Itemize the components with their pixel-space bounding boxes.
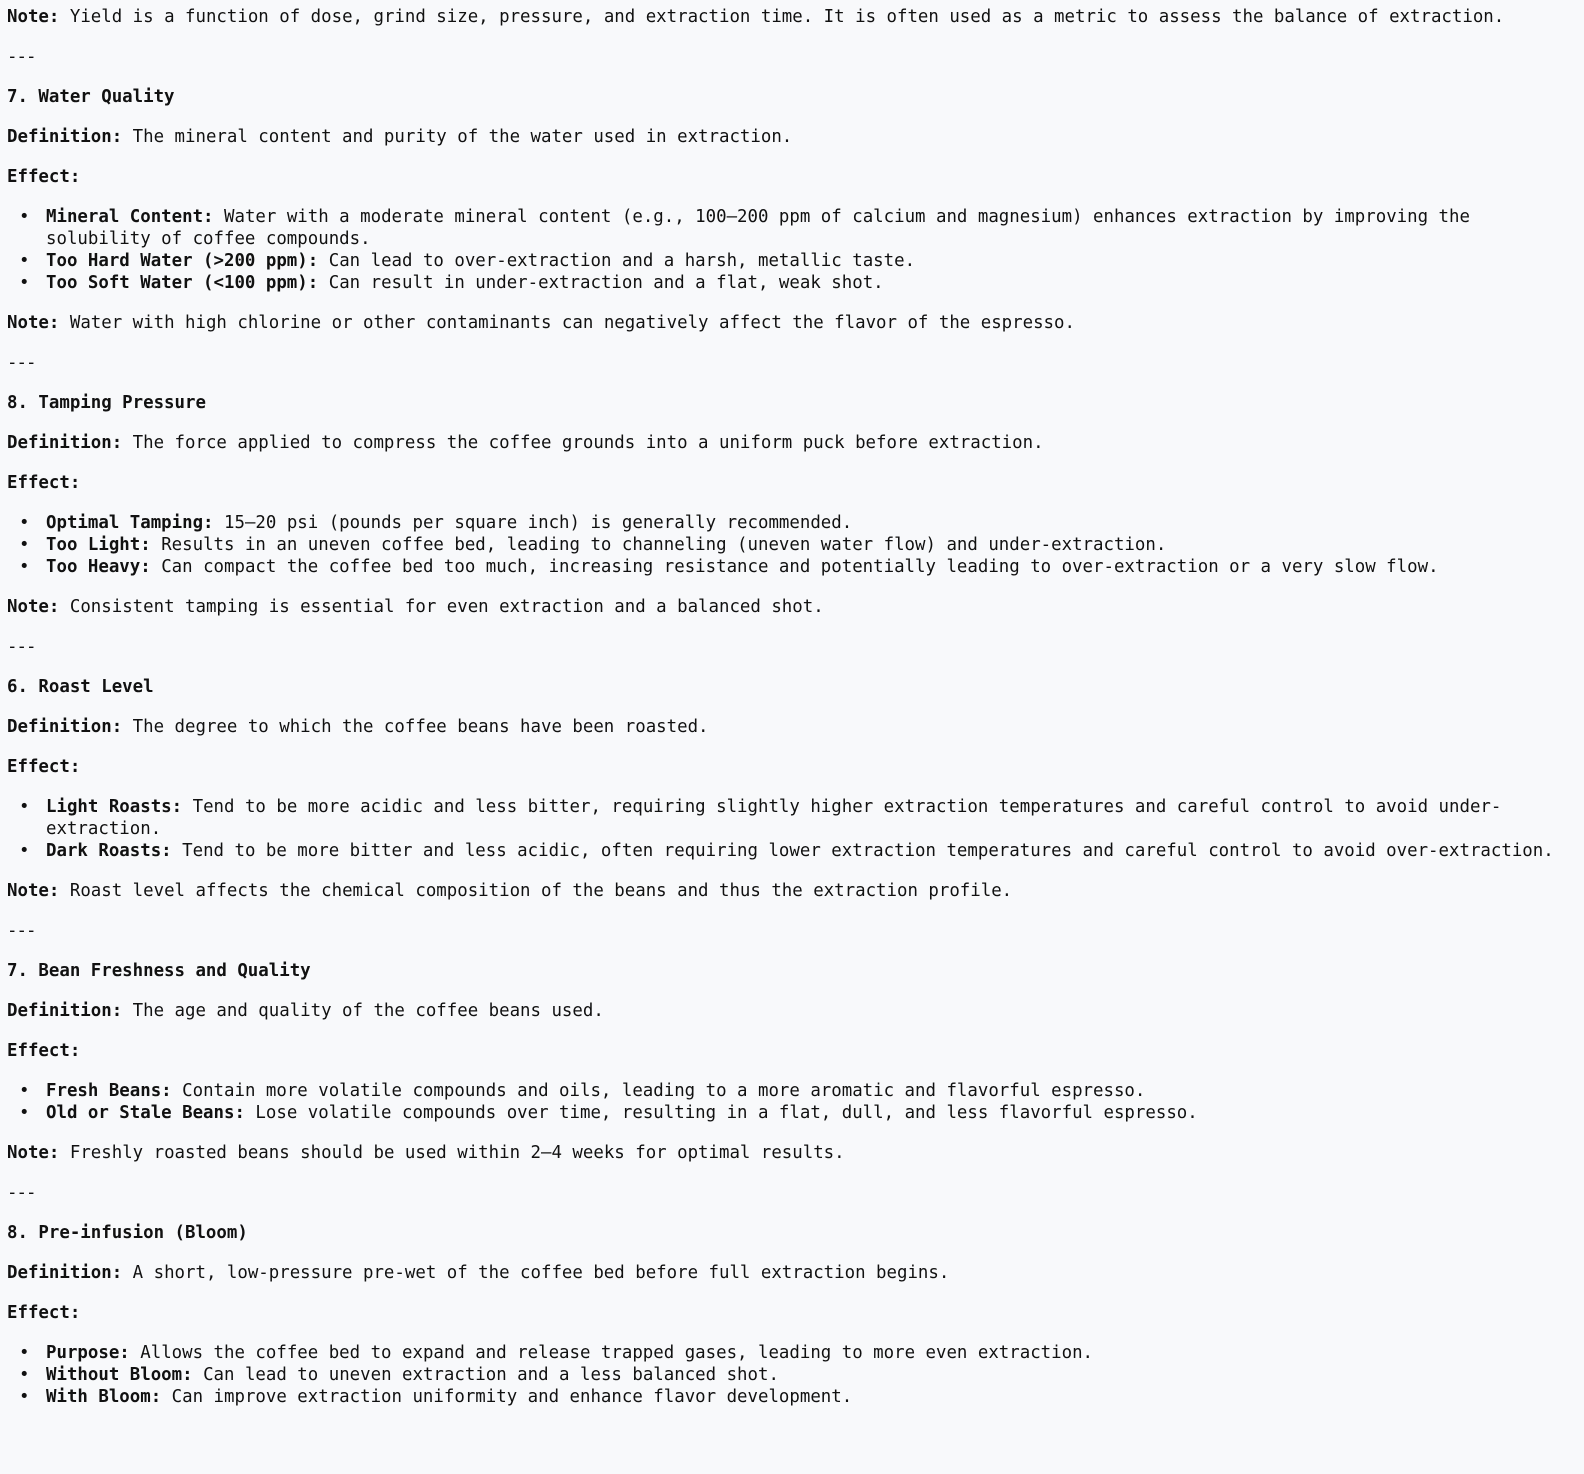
section-note (7, 312, 1576, 334)
effect-label: Effect: (7, 473, 81, 493)
list-item (46, 272, 1576, 294)
bullet-label: Too Light: (46, 535, 151, 555)
note-label: Note: (7, 597, 60, 617)
bullet-label: Without Bloom: (46, 1365, 193, 1385)
definition (7, 126, 1576, 148)
list-item (46, 250, 1576, 272)
bullet-text: Allows the coffee bed to expand and release trapped gases, leading to more even extraction. (140, 1343, 1094, 1363)
effect-list (7, 1342, 1576, 1408)
note-text: Yield is a function of dose, grind size, pressure, and extraction time. It is often used as a metric to assess the balance of extraction. (69, 7, 1505, 27)
effect-list (7, 796, 1576, 862)
bullet-text: Can result in under-extraction and a flat, weak shot. (328, 273, 884, 293)
effect-list (7, 512, 1576, 578)
bullet-label: Too Soft Water (<100 ppm): (46, 273, 319, 293)
definition-label: Definition: (7, 433, 123, 453)
bullet-label: Too Heavy: (46, 557, 151, 577)
effect-label: Effect: (7, 1303, 81, 1323)
definition-label: Definition: (7, 127, 123, 147)
section-heading-water-quality: 7. Water Quality (7, 87, 175, 107)
note-label: Note: (7, 1143, 60, 1163)
note-text: Freshly roasted beans should be used within 2–4 weeks for optimal results. (69, 1143, 845, 1163)
note-text: Roast level affects the chemical composition of the beans and thus the extraction profile. (69, 881, 1013, 901)
bullet-label: Old or Stale Beans: (46, 1103, 245, 1123)
bullet-text: Tend to be more bitter and less acidic, often requiring lower extraction temperatures and careful control to avoid over-extraction. (182, 841, 1554, 861)
bullet-label: With Bloom: (46, 1387, 162, 1407)
document-body (7, 6, 1576, 1426)
list-item (46, 534, 1576, 556)
note-label: Note: (7, 7, 60, 27)
section-heading-bean-freshness: 7. Bean Freshness and Quality (7, 961, 311, 981)
definition-label: Definition: (7, 1001, 123, 1021)
bullet-text: Water with a moderate mineral content (e.g., 100–200 ppm of calcium and magnesium) enhances extraction by improving the solubility of coffee compounds. (46, 207, 1470, 249)
bullet-text: Results in an uneven coffee bed, leading to channeling (uneven water flow) and under-extraction. (161, 535, 1167, 555)
definition-text: A short, low-pressure pre-wet of the coffee bed before full extraction begins. (132, 1263, 950, 1283)
note-text: Consistent tamping is essential for even extraction and a balanced shot. (69, 597, 824, 617)
bullet-text: Can lead to uneven extraction and a less balanced shot. (203, 1365, 779, 1385)
section-heading-tamping-pressure: 8. Tamping Pressure (7, 393, 206, 413)
note-label: Note: (7, 881, 60, 901)
effect-label: Effect: (7, 1041, 81, 1061)
definition-label: Definition: (7, 1263, 123, 1283)
section-separator: --- (7, 353, 36, 373)
bullet-label: Light Roasts: (46, 797, 183, 817)
list-item (46, 1386, 1576, 1408)
section-separator: --- (7, 47, 36, 67)
bullet-label: Too Hard Water (>200 ppm): (46, 251, 319, 271)
bullet-text: 15–20 psi (pounds per square inch) is generally recommended. (224, 513, 853, 533)
bullet-label: Fresh Beans: (46, 1081, 172, 1101)
definition-label: Definition: (7, 717, 123, 737)
effect-list (7, 1080, 1576, 1124)
section-note (7, 880, 1576, 902)
list-item (46, 840, 1576, 862)
effect-label: Effect: (7, 167, 81, 187)
list-item (46, 796, 1576, 840)
definition-text: The mineral content and purity of the water used in extraction. (132, 127, 793, 147)
list-item (46, 1080, 1576, 1102)
bullet-text: Can compact the coffee bed too much, increasing resistance and potentially leading to over-extraction or a very slow flow. (161, 557, 1439, 577)
section-heading-roast-level: 6. Roast Level (7, 677, 154, 697)
section-separator: --- (7, 921, 36, 941)
definition-text: The age and quality of the coffee beans used. (132, 1001, 604, 1021)
definition-text: The force applied to compress the coffee grounds into a uniform puck before extraction. (132, 433, 1044, 453)
intro-note (7, 6, 1576, 28)
list-item (46, 1364, 1576, 1386)
bullet-label: Mineral Content: (46, 207, 214, 227)
bullet-label: Purpose: (46, 1343, 130, 1363)
definition-text: The degree to which the coffee beans have been roasted. (132, 717, 709, 737)
bullet-label: Dark Roasts: (46, 841, 172, 861)
bullet-text: Can lead to over-extraction and a harsh, metallic taste. (328, 251, 916, 271)
list-item (46, 1342, 1576, 1364)
bullet-text: Tend to be more acidic and less bitter, requiring slightly higher extraction temperatures and careful control to avoid under-extraction. (46, 797, 1502, 839)
effect-label: Effect: (7, 757, 81, 777)
definition (7, 716, 1576, 738)
definition (7, 1262, 1576, 1284)
definition (7, 1000, 1576, 1022)
note-text: Water with high chlorine or other contaminants can negatively affect the flavor of the espresso. (69, 313, 1075, 333)
section-note (7, 1142, 1576, 1164)
list-item (46, 206, 1576, 250)
section-note (7, 596, 1576, 618)
bullet-label: Optimal Tamping: (46, 513, 214, 533)
list-item (46, 512, 1576, 534)
section-heading-pre-infusion: 8. Pre-infusion (Bloom) (7, 1223, 248, 1243)
list-item (46, 1102, 1576, 1124)
note-label: Note: (7, 313, 60, 333)
section-separator: --- (7, 637, 36, 657)
list-item (46, 556, 1576, 578)
bullet-text: Can improve extraction uniformity and enhance flavor development. (171, 1387, 853, 1407)
effect-list (7, 206, 1576, 294)
definition (7, 432, 1576, 454)
bullet-text: Contain more volatile compounds and oils, leading to a more aromatic and flavorful espresso. (182, 1081, 1146, 1101)
bullet-text: Lose volatile compounds over time, resulting in a flat, dull, and less flavorful espresso. (255, 1103, 1198, 1123)
section-separator: --- (7, 1183, 36, 1203)
